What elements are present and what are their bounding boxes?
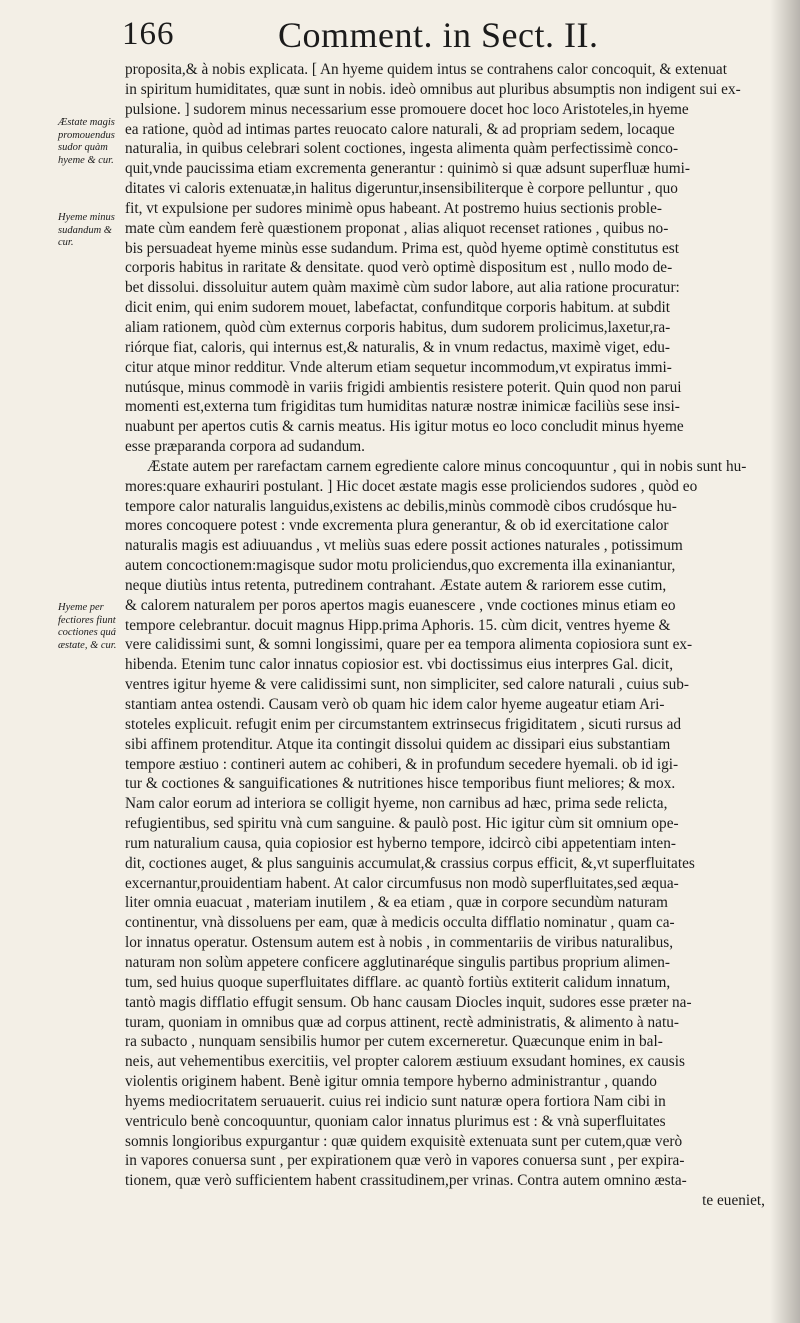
text-line: tur & coctiones & sanguificationes & nutritiones hisce temporibus fiunt meliores; & mox. — [125, 775, 676, 793]
text-line: ditates vi caloris extenuatæ,in halitus digeruntur,insensibiliterque è corpore pelluntur , quo — [125, 180, 678, 198]
text-line: ventres igitur hyeme & vere calidissimi sunt, non simpliciter, sed calore naturali , cuius sub- — [125, 676, 689, 694]
text-line: Æstate autem per rarefactam carnem egrediente calore minus concoquuntur , qui in nobis sunt hu- — [147, 457, 747, 475]
text-line: dit, coctiones auget, & plus sanguinis accumulat,& crassius corpus efficit, &,vt superfluitates — [125, 854, 695, 872]
text-line: tantò magis difflatio effugit sensum. Ob hanc causam Diocles inquit, sudores esse præter na- — [125, 993, 692, 1011]
commentary-body — [125, 60, 765, 1211]
text-line: vere calidissimi sunt, & somni longissimi, quare per ea tempora alimenta copiosiora sunt ex- — [125, 636, 693, 654]
text-line: lor innatus operatur. Ostensum autem est à nobis , in commentariis de viribus naturalibus, — [125, 934, 674, 952]
text-line: ea ratione, quòd ad intimas partes reuocato calore naturali, & ad propriam sedem, locaque — [125, 120, 675, 138]
text-line: nutúsque, minus commodè in variis frigidi ambientis resistere poterit. Quin quod non parui — [125, 378, 682, 396]
text-line: rum naturalium causa, quia copiosior est hyberno tempore, idcircò cibi appetentiam inten- — [125, 834, 676, 852]
text-line: stoteles explicuit. refugit enim per circumstantem extrinsecus frigiditatem , sicuti rursus ad — [125, 715, 682, 733]
text-line: mate cùm eandem ferè quæstionem proponat , alias aliquot recenset rationes , quibus no- — [125, 219, 669, 237]
text-line: sibi affinem protenditur. Atque ita contingit dissolui quidem ac dissipari eius substantiam — [125, 735, 671, 753]
text-line: tum, sed huius quoque superfluitates difflare. ac quantò fortiùs extiterit calidum innatum, — [125, 973, 671, 991]
text-line: continentur, vnà dissoluens per eam, quæ à medicis occulta difflatio nominatur , quam ca- — [125, 914, 675, 932]
text-line: neque diutiùs intus retenta, putredinem contrahant. Æstate autem & rariorem esse cutim, — [125, 576, 667, 594]
page-edge-shadow — [770, 0, 800, 1323]
sidenote: Hyeme minus sudandum & cur. — [58, 212, 115, 248]
sidenote: Æstate magis promouendus sudor quàm hyeme & cur. — [58, 117, 115, 166]
text-line: in vapores conuersa sunt , per expirationem quæ verò in vapores conuersa sunt , per expira- — [125, 1152, 685, 1170]
text-line: tionem, quæ verò sufficientem habent crassitudinem,per vrinas. Contra autem omnino æsta- — [125, 1172, 687, 1190]
text-line: mores:quare exhauriri postulant. ] Hic docet æstate magis esse proliciendos sudores , quòd eo — [125, 477, 698, 495]
text-line: te eueniet, — [702, 1192, 765, 1210]
text-line: & calorem naturalem per poros apertos magis euanescere , vnde coctiones minus etiam eo — [125, 596, 676, 614]
text-line: neis, aut vehementibus exercitiis, vel propter calorem æstiuum exsudant homines, ex causis — [125, 1053, 685, 1071]
text-line: tempore celebrantur. docuit magnus Hipp.prima Aphoris. 15. cùm dicit, ventres hyeme & — [125, 616, 671, 634]
text-line: bet dissolui. dissoluitur autem quàm maximè cùm sudor labore, aut alia ratione procuratur: — [125, 279, 680, 297]
text-line: mores concoquere potest : vnde excrementa plura generantur, & ob id exercitatione calor — [125, 517, 669, 535]
text-line: liter omnia euacuat , materiam inutilem , & ea etiam , quæ in corpore secundùm naturam — [125, 894, 668, 912]
text-line: autem concoctionem:magisque sudor motu proliciendus,quo excrementa illa exinaniantur, — [125, 557, 676, 575]
text-line: momenti est,externa tum frigiditas tum humiditas naturæ nostræ inimicæ faciliùs sese insi- — [125, 398, 680, 416]
text-line: tempore æstiuo : contineri autem ac cohiberi, & in profundum secedere hyemali. ob id igi- — [125, 755, 679, 773]
text-line: pulsione. ] sudorem minus necessarium esse promouere docet hoc loco Aristoteles,in hyeme — [125, 100, 689, 118]
text-line: somnis longioribus expurgantur : quæ quidem exquisitè extenuata sunt per cutem,quæ verò — [125, 1132, 683, 1150]
text-line: esse præparanda corpora ad sudandum. — [125, 438, 365, 456]
sidenote: Hyeme per fectiores fiunt coctiones quá æstate, & cur. — [58, 602, 117, 651]
page-number: 166 — [122, 16, 175, 52]
text-line: corporis habitus in raritate & densitate. quod verò optimè dispositum est , nullo modo de- — [125, 259, 673, 277]
text-line: naturalis magis est adiuuandus , vt meliùs suas edere possit actiones naturales , potissimum — [125, 537, 683, 555]
text-line: Nam calor eorum ad interiora se colligit hyeme, non carnibus ad hæc, prima sede relicta, — [125, 795, 668, 813]
running-title: Comment. in Sect. II. — [278, 15, 599, 55]
text-line: turam, quoniam in omnibus quæ ad corpus attinent, rectè administratis, & alimento à natu- — [125, 1013, 679, 1031]
text-line: ventriculo benè concoquuntur, quoniam calor innatus plurimus est : & vnà superfluitates — [125, 1112, 666, 1130]
text-line: fit, vt expulsione per sudores minimè opus habeant. At postremo huius sectionis proble- — [125, 199, 663, 217]
text-line: stantiam antea ostendi. Causam verò ob quam hic idem calor hyeme augeatur etiam Ari- — [125, 696, 665, 713]
text-line: excernantur,prouidentiam habent. At calor circumfusus non modò superfluitates,sed æqua- — [125, 874, 679, 892]
text-line: nuabunt per apertos cutis & carnis meatus. His igitur motus eo loco concludit minus hyeme — [125, 418, 684, 436]
text-line: hibenda. Etenim tunc calor innatus copiosior est. vbi doctissimus eius interpres Gal. dicit, — [125, 656, 674, 674]
text-line: dicit enim, qui enim sudorem mouet, labefactat, confunditque corporis habitum. at subdit — [125, 299, 671, 317]
text-line: tempore calor naturalis languidus,existens ac debilis,minùs commodè cibos crudósque hu- — [125, 497, 677, 515]
text-line: bis persuadeat hyeme minùs esse sudandum. Prima est, quòd hyeme optimè constitutus est — [125, 239, 679, 257]
text-line: naturalia, in quibus celebrari solent coctiones, ingesta alimenta quàm perfectissimè conco- — [125, 140, 679, 158]
text-line: hyems mediocritatem seruauerit. cuius rei indicio sunt naturæ opera fortiora Nam cibi in — [125, 1092, 666, 1110]
text-line: proposita,& à nobis explicata. [ An hyeme quidem intus se contrahens calor concoquit, & extenuat — [125, 61, 727, 78]
text-line: in spiritum humiditates, quæ sunt in nobis. ideò omnibus aut pluribus absumptis non indigent sui ex- — [125, 80, 741, 98]
marginal-notes — [0, 0, 125, 1323]
text-line: quit,vnde paucissima etiam excrementa generantur : quinimò si quæ adsunt superfluæ humi- — [125, 160, 691, 178]
text-line: violentis originem habent. Benè igitur omnia tempore hyberno administrantur , quando — [125, 1073, 657, 1091]
text-line: refugientibus, sed spiritu vnà cum sanguine. & paulò post. Hic igitur cùm sit omnium ope- — [125, 815, 679, 833]
text-line: aliam rationem, quòd cùm externus corporis habitus, dum sudorem prolicimus,laxetur,ra- — [125, 318, 671, 336]
text-line: naturam non solùm appetere conficere agglutinaréque singulis partibus proprium alimen- — [125, 953, 670, 971]
text-line: ra subacto , nunquam sensibilis humor per cutem excerneretur. Quæcunque enim in bal- — [125, 1033, 663, 1051]
text-line: citur atque minor redditur. Vnde alterum etiam sequetur incommodum,vt expiratus immi- — [125, 358, 672, 376]
text-line: riórque fiat, caloris, qui internus est,& naturalis, & in vnum redactus, maximè viget, edu- — [125, 338, 671, 356]
